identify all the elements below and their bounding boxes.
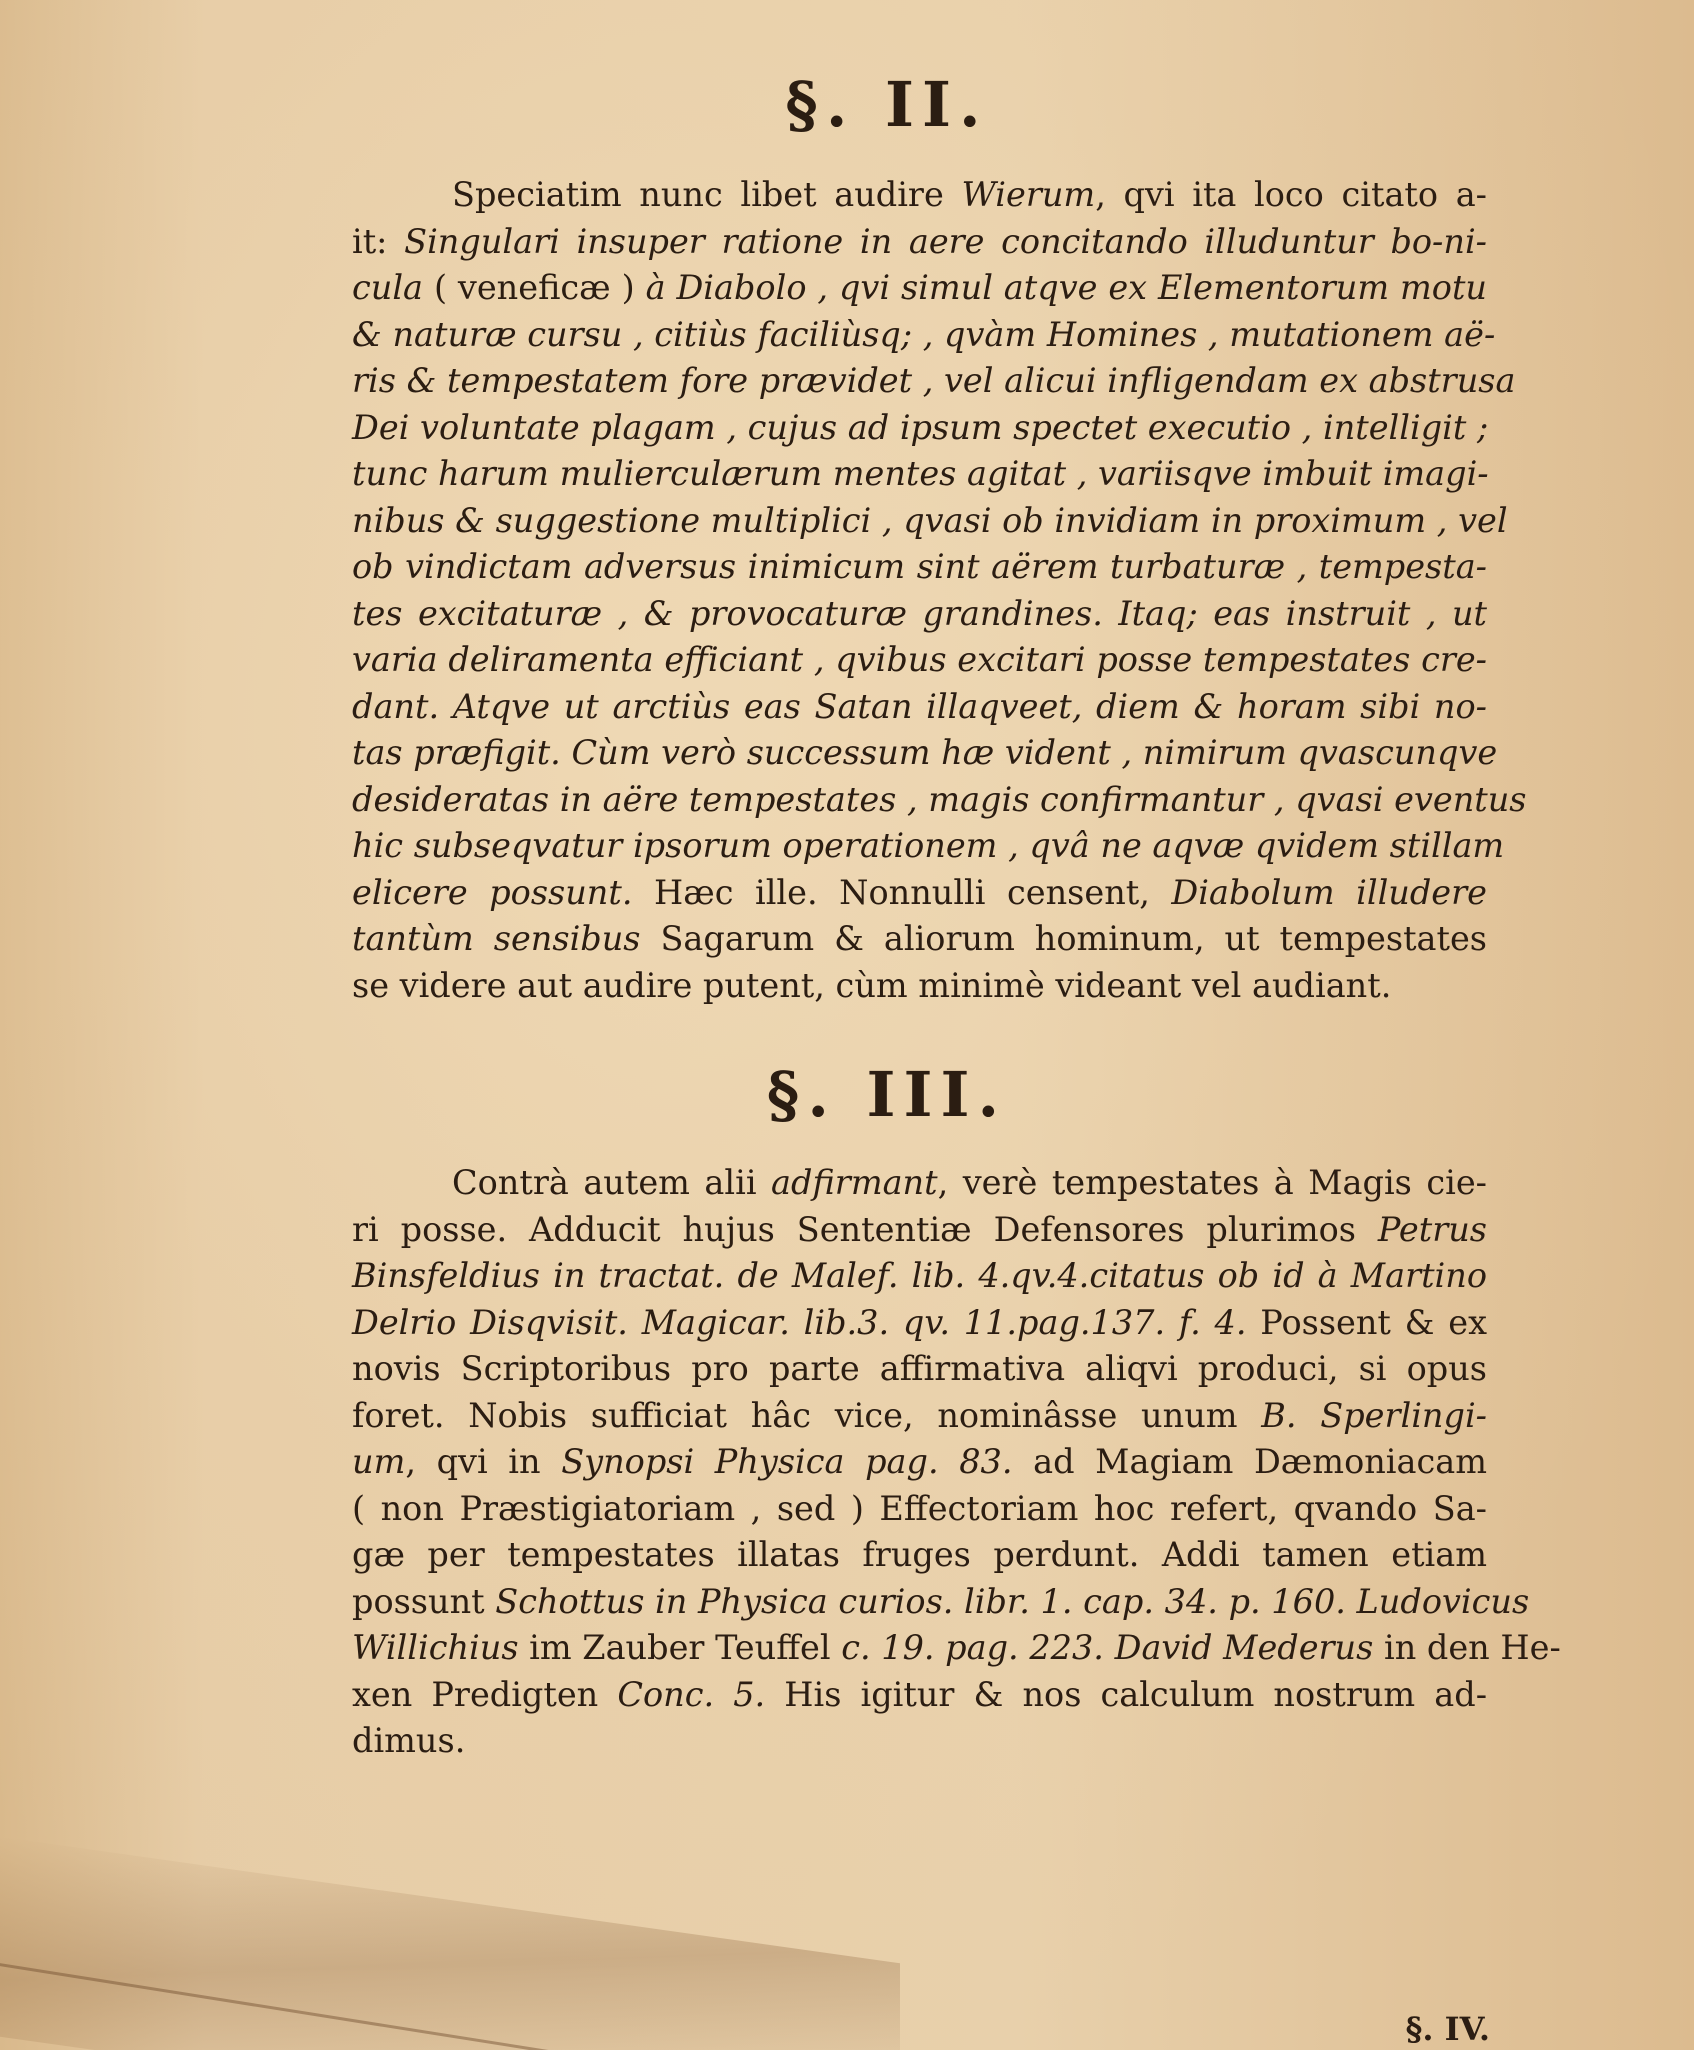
roman-run: ( non Præstigiatoriam , sed ) Effectoriam hoc refert, qvando Sa- [352, 1488, 1487, 1528]
text-line [352, 1532, 1487, 1579]
roman-run: foret. Nobis sufficiat hâc vice, nominâsse unum [352, 1395, 1262, 1435]
text-line [352, 265, 1487, 312]
text-line [352, 1439, 1487, 1486]
italic-run: varia deliramenta efficiant , qvibus excitari posse tempestates cre- [352, 640, 1487, 679]
text-line [352, 1718, 1487, 1765]
italic-run: Petrus [1377, 1209, 1487, 1249]
roman-run: im Zauber Teuffel [518, 1628, 842, 1667]
italic-run: Diabolum illudere [1171, 872, 1487, 912]
roman-run: Sagarum & aliorum hominum, ut tempestates [640, 919, 1487, 958]
roman-run: ad Magiam Dæmoniacam [1012, 1442, 1487, 1481]
text-line [352, 963, 1487, 1010]
italic-run: Wierum [961, 175, 1096, 214]
italic-run: tunc harum mulierculærum mentes agitat , variisqve imbuit imagi- [352, 454, 1489, 493]
text-line [352, 916, 1487, 963]
italic-run: Conc. 5. [617, 1674, 766, 1714]
text-line [352, 544, 1487, 591]
text-line [352, 730, 1498, 777]
roman-run: Contrà autem alii [452, 1163, 772, 1202]
italic-run: tas præfigit. Cùm verò successum hæ vident , nimirum qvascunqve [352, 733, 1498, 772]
italic-run: nibus & suggestione multiplici , qvasi ob invidiam in proximum , vel [352, 500, 1508, 540]
italic-run: ob vindictam adversus inimicum sint aërem turbaturæ , tempesta- [352, 547, 1487, 586]
italic-run: dant. Atqve ut arctiùs eas Satan illaqveet, diem & horam sibi no- [352, 686, 1487, 726]
italic-run: Dei voluntate plagam , cujus ad ipsum spectet executio , intelligit ; [352, 407, 1489, 447]
section-ii-paragraph [352, 172, 1527, 1009]
page-fold-shadow [0, 1837, 900, 2050]
text-line [352, 1253, 1487, 1300]
text-line [352, 1672, 1487, 1719]
text-line [352, 1393, 1487, 1440]
roman-run: ri posse. Adducit hujus Sententiæ Defensores plurimos [352, 1209, 1378, 1249]
roman-run: se videre aut audire putent, cùm minimè videant vel audiant. [352, 965, 1392, 1005]
roman-run: Possent & ex [1246, 1302, 1487, 1342]
text-line [352, 637, 1487, 684]
section-iii-heading: §. III. [766, 1058, 1008, 1131]
text-line [352, 219, 1487, 266]
text-line [352, 1625, 1561, 1672]
text-line [352, 1346, 1487, 1393]
roman-run: , qvi in [405, 1442, 562, 1481]
italic-run: Synopsi Physica pag. 83. [561, 1442, 1013, 1481]
text-line [352, 172, 1487, 219]
roman-run: in den He- [1373, 1628, 1561, 1667]
italic-run: cula [352, 268, 424, 307]
roman-run: , verè tempestates à Magis cie- [937, 1163, 1487, 1202]
italic-run: Delrio Disqvisit. Magicar. lib.3. qv. 11.pag.137. f. 4. [352, 1302, 1247, 1342]
roman-run: Speciatim nunc libet audire [452, 175, 962, 214]
text-line [352, 823, 1505, 870]
italic-run: Schottus in Physica curios. libr. 1. cap. 34. p. 160. Ludovicus [495, 1581, 1530, 1621]
text-line [352, 777, 1527, 824]
text-line [352, 312, 1496, 359]
text-line [352, 1579, 1530, 1626]
section-ii-heading: §. II. [785, 68, 989, 141]
text-line [352, 451, 1487, 498]
italic-run: tantùm sensibus [352, 919, 641, 958]
section-iii-paragraph [352, 1160, 1561, 1765]
roman-run: Hæc ille. Nonnulli censent, [632, 872, 1172, 912]
roman-run: xen Predigten [352, 1674, 618, 1714]
text-line [352, 405, 1487, 452]
text-line [352, 684, 1487, 731]
roman-run: , qvi ita loco citato a- [1095, 175, 1487, 214]
text-line [352, 1486, 1487, 1533]
text-line [352, 498, 1508, 545]
roman-run: gæ per tempestates illatas fruges perdunt. Addi tamen etiam [352, 1535, 1487, 1574]
roman-run: dimus. [352, 1721, 466, 1760]
italic-run: B. Sperlingi- [1261, 1395, 1487, 1435]
italic-run: tes excitaturæ , & provocaturæ grandines. Itaq; eas instruit , ut [352, 593, 1487, 633]
roman-run: it: [352, 221, 405, 261]
italic-run: Singulari insuper ratione in aere concitando illuduntur bo-ni- [404, 221, 1487, 261]
italic-run: hic subseqvatur ipsorum operationem , qvâ ne aqvæ qvidem stillam [352, 826, 1505, 865]
text-line [352, 1160, 1487, 1207]
italic-run: um [352, 1442, 406, 1481]
text-line [352, 870, 1487, 917]
italic-run: c. 19. pag. 223. David Mederus [841, 1628, 1374, 1667]
roman-run: His igitur & nos calculum nostrum ad- [765, 1674, 1488, 1714]
catchword: §. IV. [1405, 2010, 1490, 2048]
italic-run: Binsfeldius in tractat. de Malef. lib. 4.qv.4.citatus ob id à Martino [352, 1256, 1487, 1295]
italic-run: & naturæ cursu , citiùs faciliùsq; , qvàm Homines , mutationem aë- [352, 314, 1496, 354]
roman-run: possunt [352, 1581, 496, 1621]
italic-run: adfirmant [771, 1163, 938, 1202]
text-line [352, 358, 1516, 405]
italic-run: ris & tempestatem fore prævidet , vel alicui infligendam ex abstrusa [352, 361, 1516, 400]
italic-run: elicere possunt. [352, 872, 633, 912]
italic-run: Willichius [352, 1628, 519, 1667]
roman-run: ( veneficæ ) [423, 268, 646, 307]
italic-run: à Diabolo , qvi simul atqve ex Elementorum motu [645, 268, 1488, 307]
text-line [352, 1207, 1487, 1254]
text-line [352, 591, 1487, 638]
italic-run: desideratas in aëre tempestates , magis confirmantur , qvasi eventus [352, 779, 1527, 819]
text-line [352, 1300, 1487, 1347]
roman-run: novis Scriptoribus pro parte affirmativa aliqvi produci, si opus [352, 1349, 1487, 1388]
